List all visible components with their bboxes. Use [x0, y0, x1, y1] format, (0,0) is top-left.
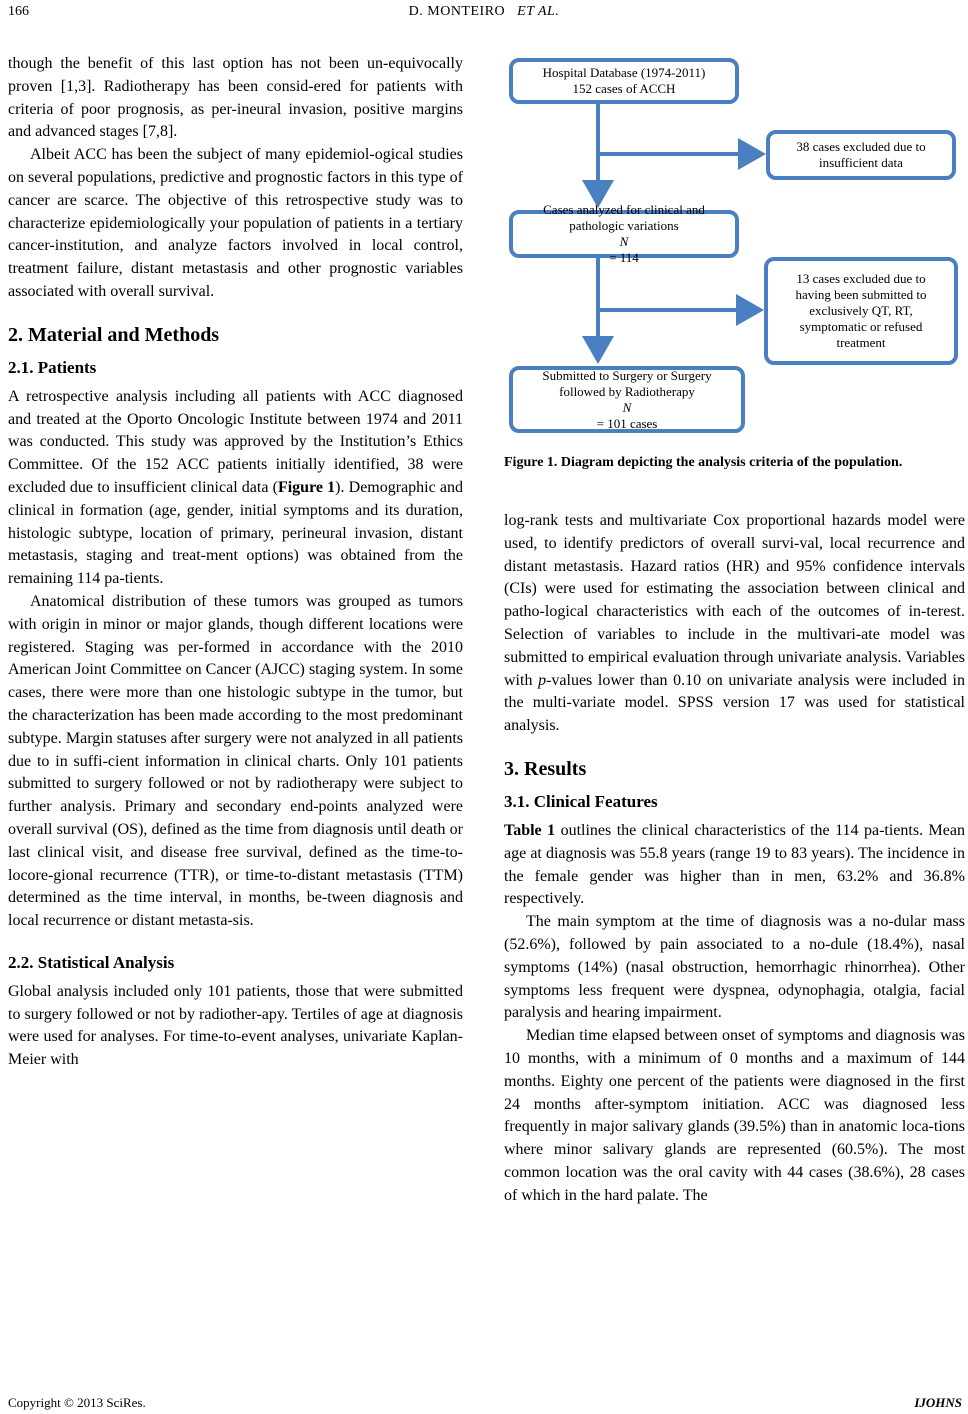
- box-submitted-surgery: Submitted to Surgery or Surgery followed by Radiotherapy N = 101 cases: [509, 366, 745, 433]
- box-excluded-treatment: 13 cases excluded due to having been submitted to exclusively QT, RT, symptomatic or refused treatment: [764, 257, 958, 365]
- paragraph: Table 1 outlines the clinical characteristics of the 114 pa-tients. Mean age at diagnosis was 55.8 years (range 19 to 83 years). The incidence in the female gender was higher than in men, 63.2% and 36.8% respectively.: [504, 821, 965, 908]
- left-column: [8, 53, 463, 1072]
- paragraph: The main symptom at the time of diagnosis was a no-dular mass (52.6%), followed by pain associated to a no-dule (18.4%), nasal symptoms (14%) (nasal obstruction, hemorrhagic rhinorrhea). Other symptoms less frequent were dyspnea, odynophagia, otalgia, facial paralysis and hearing impairment.: [504, 913, 965, 1022]
- right-column: [504, 510, 965, 1208]
- subsection-heading-clinical: 3.1. Clinical Features: [504, 791, 658, 811]
- paragraph: Global analysis included only 101 patients, those that were submitted to surgery followed or not by radiother-apy. Tertiles of age at diagnosis were used for analyses. For time-to-event analyses, univariate Kaplan-Meier with: [8, 982, 463, 1069]
- figure-caption: Figure 1. Diagram depicting the analysis criteria of the population.: [504, 455, 903, 470]
- running-title: D. MONTEIRO ET AL.: [408, 4, 560, 19]
- section-heading-methods: 2. Material and Methods: [8, 323, 220, 346]
- box-cases-analyzed: Cases analyzed for clinical and pathologic variations N = 114: [509, 210, 739, 258]
- paragraph: Anatomical distribution of these tumors was grouped as tumors with origin in minor or major glands, though different locations were registered. Staging was per-formed in accordance with the 2010 American Joint Committee on Cancer (AJCC) staging system. In some cases, there were more than one histologic subtype in the tumor, but the characterization has been made according to the most predominant subtype. Margin statuses after surgery were not analyzed in all patients due to in suffi-cient information in clinical charts. Only 101 patients submitted to surgery followed or not by radiotherapy were subject to further analysis. Primary and secondary end-points analyzed were overall survival (OS), defined as the time from diagnosis until death or last clinical visit, and disease free survival, defined as the time-to-locore-gional recurrence (TTR), or time-to-distant metastasis (TTM) determined as the time interval, in months, be-tween diagnosis and local recurrence or distant metasta-sis.: [8, 592, 463, 930]
- paragraph: log-rank tests and multivariate Cox proportional hazards model were used, to identify predictors of overall survi-val, local recurrence and distant metastasis. Hazard ratios (HR) and 95% confidence intervals (CIs) were used for estimating the association between clinical and patho-logical characteristics with each of the outcomes of in-terest. Selection of variables to include in the multivari-ate model was submitted to empirical evaluation through univariate analysis. Variables with p-values lower than 0.10 on univariate analysis were included in the multi-variate model. SPSS version 17 was used for statistical analysis.: [504, 512, 965, 735]
- flowchart: [500, 50, 968, 445]
- box-excluded-insufficient: 38 cases excluded due to insufficient data: [766, 130, 956, 180]
- figure-reference[interactable]: Figure 1: [277, 478, 336, 496]
- copyright: Copyright © 2013 SciRes.: [8, 1395, 146, 1410]
- table-reference[interactable]: Table 1: [504, 821, 556, 839]
- subsection-heading-patients: 2.1. Patients: [8, 357, 97, 377]
- section-heading-results: 3. Results: [504, 757, 587, 780]
- page-number: 166: [8, 4, 29, 19]
- journal-name: IJOHNS: [914, 1395, 962, 1410]
- paragraph: Albeit ACC has been the subject of many epidemiol-ogical studies on several populations, predictive and prognostic factors in this type of cancer are scarce. The objective of this retrospective study was to characterize epidemiologically your population of patients in a tertiary cancer-institution, and analyze factors involved in local control, treatment failure, distant metastasis and other prognostic variables associated with overall survival.: [8, 146, 463, 300]
- paragraph: though the benefit of this last option has not been un-equivocally proven [1,3]. Radiotherapy has been consid-ered for patients with criteria of poor prognosis, as per-ineural invasion, positive margins and advanced stages [7,8].: [8, 55, 463, 141]
- subsection-heading-statistics: 2.2. Statistical Analysis: [8, 952, 175, 972]
- paragraph: Median time elapsed between onset of symptoms and diagnosis was 10 months, with a minimum of 0 months and a maximum of 144 months. Eighty one percent of the patients were diagnosed in the first 24 months after-symptom initiation. ACC was diagnosed less frequently in major salivary glands (39.5%) than in anatomic loca-tions where minor salivary glands are represented (60.5%). The most common location was the oral cavity with 44 cases (38.6%), 28 cases of which in the hard palate. The: [504, 1027, 965, 1204]
- paragraph: A retrospective analysis including all patients with ACC diagnosed and treated at the Oporto Oncologic Institute between 1974 and 2011 was conducted. This study was approved by the Institution’s Ethics Committee. Of the 152 ACC patients initially identified, 38 were excluded due to insufficient clinical data (Figure 1). Demographic and clinical in formation (age, gender, initial symptoms and its duration, histologic subtype, location of primary, perineural invasion, distant metastasis, staging and treat-ment options) was obtained from the remaining 114 pa-tients.: [8, 387, 464, 588]
- box-hospital-database: Hospital Database (1974-2011) 152 cases of ACCH: [509, 58, 739, 104]
